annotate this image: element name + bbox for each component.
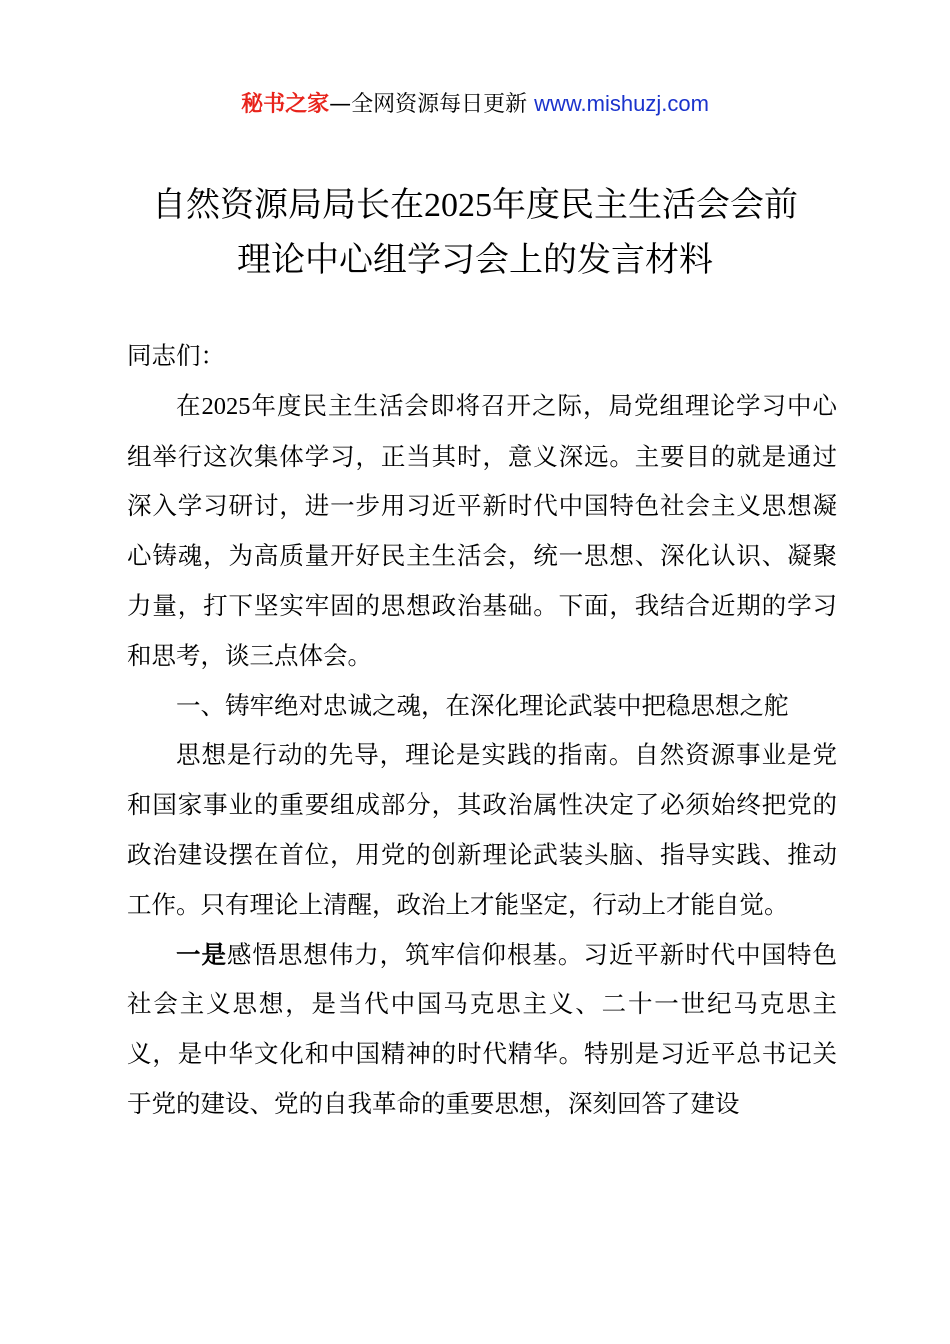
paragraph-section-1: 思想是行动的先导，理论是实践的指南。自然资源事业是党和国家事业的重要组成部分，其政治属性决定了必须始终把党的政治建设摆在首位，用党的创新理论武装头脑、指导实践、推动工作。只有理论上清醒，政治上才能坚定，行动上才能自觉。 bbox=[127, 740, 837, 919]
site-brand: 秘书之家 bbox=[241, 92, 330, 117]
site-header bbox=[0, 88, 950, 121]
salutation: 同志们： bbox=[127, 341, 225, 370]
title-line-1: 自然资源局局长在2025年度民主生活会会前 bbox=[152, 185, 798, 225]
point-lead: 一是 bbox=[176, 939, 227, 969]
document-body bbox=[127, 331, 837, 1129]
section-heading-1: 一、铸牢绝对忠诚之魂，在深化理论武装中把稳思想之舵 bbox=[176, 690, 789, 720]
title-line-2: 理论中心组学习会上的发言材料 bbox=[237, 240, 713, 280]
paragraph-intro: 在2025年度民主生活会即将召开之际，局党组理论学习中心组举行这次集体学习，正当其时，意义深远。主要目的就是通过深入学习研讨，进一步用习近平新时代中国特色社会主义思想凝心铸魂，为高质量开好民主生活会，统一思想、深化认识、凝聚力量，打下坚实牢固的思想政治基础。下面，我结合近期的学习和思考，谈三点体会。 bbox=[127, 390, 837, 670]
document-title bbox=[60, 178, 890, 287]
paragraph-point-1: 一是感悟思想伟力，筑牢信仰根基。习近平新时代中国特色社会主义思想，是当代中国马克思主义、二十一世纪马克思主义，是中华文化和中国精神的时代精华。特别是习近平总书记关于党的建设、党的自我革命的重要思想，深刻回答了建设 bbox=[127, 939, 837, 1118]
site-url-link[interactable]: www.mishuzj.com bbox=[534, 91, 709, 116]
site-tagline: —全网资源每日更新 bbox=[329, 92, 535, 117]
